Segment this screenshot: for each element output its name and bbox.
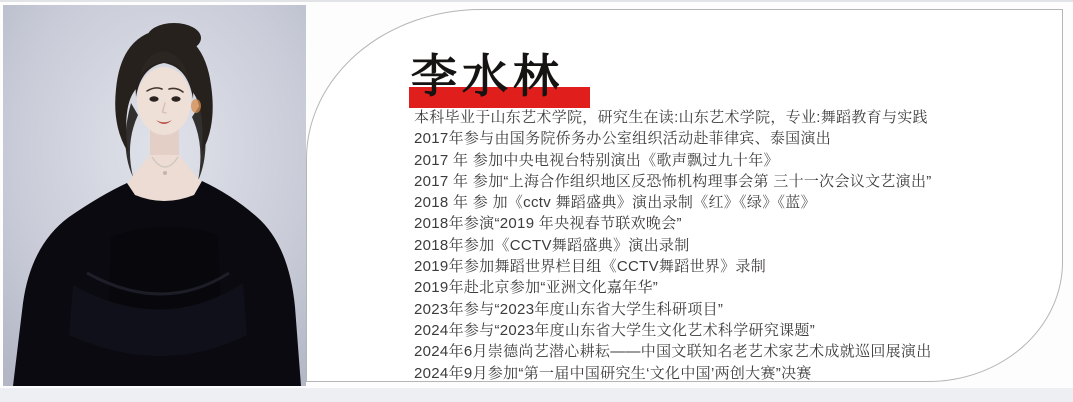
face bbox=[137, 67, 191, 135]
woman-portrait-illustration bbox=[3, 5, 306, 386]
bio-line: 2024年参与“2023年度山东省大学生文化艺术科学研究课题” bbox=[414, 321, 816, 339]
bio-line: 本科毕业于山东艺术学院，研究生在读:山东艺术学院，专业:舞蹈教育与实践 bbox=[414, 109, 928, 126]
top-divider bbox=[0, 0, 1073, 2]
bio-line: 2023年参与“2023年度山东省大学生科研项目” bbox=[414, 300, 724, 318]
bio-line: 2024年9月参加“第一届中国研究生‘文化中国’两创大赛”决赛 bbox=[414, 364, 812, 382]
profile-name: 李水林 bbox=[411, 50, 564, 102]
bio-line: 2019年参加舞蹈世界栏目组《CCTV舞蹈世界》录制 bbox=[414, 258, 767, 276]
bio-line: 2018年参加《CCTV舞蹈盛典》演出录制 bbox=[414, 236, 690, 254]
bio-line: 2017 年 参加“上海合作组织地区反恐怖机构理事会第 三十一次会议文艺演出” bbox=[414, 172, 932, 190]
eye-right bbox=[171, 96, 180, 101]
bio-line: 2024年6月崇德尚艺潜心耕耘——中国文联知名老艺术家艺术成就巡回展演出 bbox=[414, 343, 932, 361]
bio-line: 2017年参与由国务院侨务办公室组织活动赴菲律宾、泰国演出 bbox=[414, 130, 832, 148]
bio-line: 2017 年 参加中央电视台特别演出《歌声飘过九十年》 bbox=[414, 151, 779, 169]
bio-line: 2018 年 参 加《cctv 舞蹈盛典》演出录制《红》《绿》《蓝》 bbox=[414, 194, 816, 212]
bottom-strip bbox=[0, 388, 1073, 402]
bio-line: 2018年参演“2019 年央视春节联欢晚会” bbox=[414, 215, 682, 233]
eye-left bbox=[149, 96, 158, 101]
ear-highlight bbox=[191, 99, 201, 113]
profile-photo bbox=[3, 5, 306, 386]
garment-strapless-band bbox=[109, 226, 221, 313]
bio-list bbox=[414, 107, 1054, 384]
profile-card bbox=[306, 9, 1063, 382]
necklace-pendant bbox=[163, 171, 167, 175]
bio-line: 2019年赴北京参加“亚洲文化嘉年华” bbox=[414, 279, 659, 297]
